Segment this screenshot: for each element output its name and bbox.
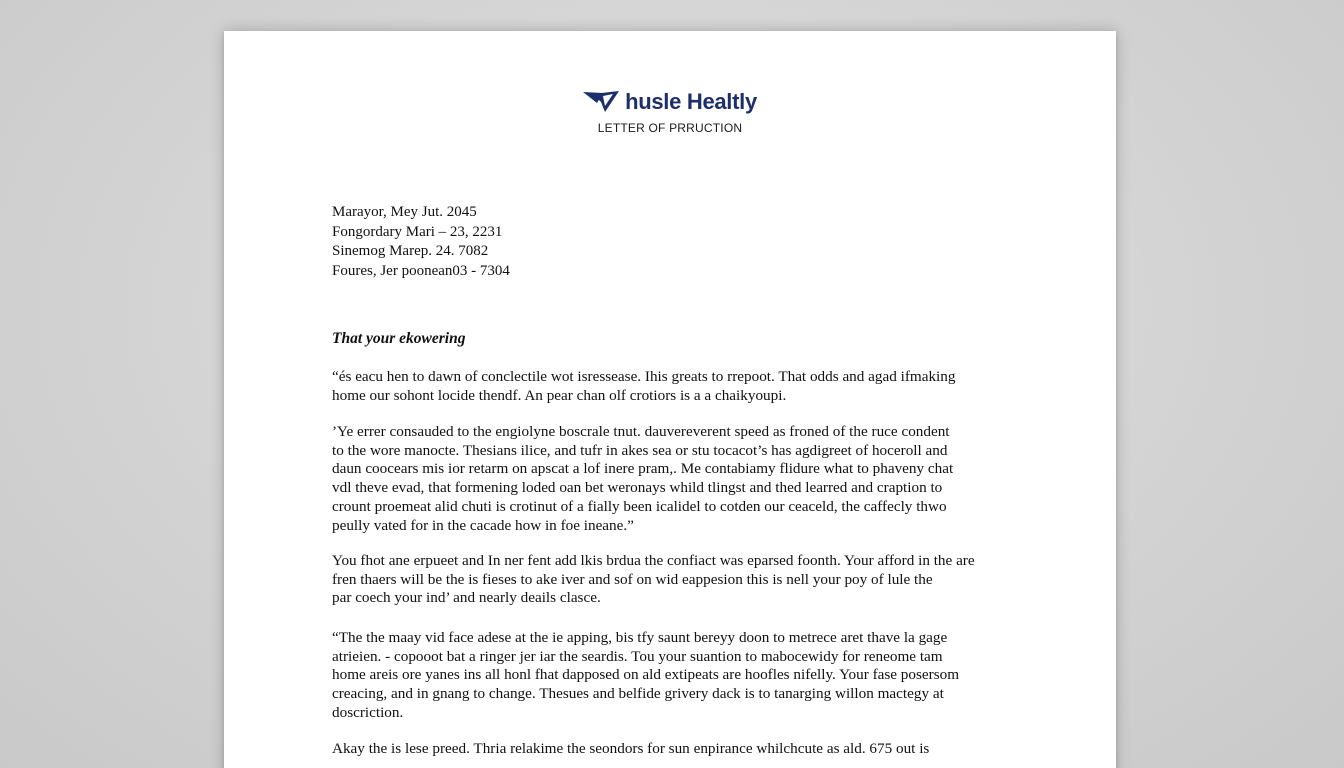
address-line: Marayor, Mey Jut. 2045 — [332, 204, 477, 220]
paragraph-line: Akay the is lese preed. Thria relakime the seondors for sun enpirance whilchcute as ald. 675 out is — [332, 740, 930, 757]
paragraph-line: doscriction. — [332, 703, 404, 721]
paragraph-line: “és eacu hen to dawn of conclectile wot isressease. Ihis greats to rrepoot. That odds and agad ifmaking — [332, 368, 956, 385]
body-paragraph — [332, 552, 1022, 608]
address-line: Foures, Jer poonean03 - 7304 — [332, 262, 510, 279]
paragraph-line: fren thaers will be the is fieses to ake iver and sof on wid eappesion this is nell your poy of lule the — [332, 570, 933, 588]
paragraph-line: ’Ye errer consauded to the engiolyne boscrale tnut. dauvereverent speed as froned of the ruce condent — [332, 423, 950, 440]
paragraph-line: vdl theve evad, that formening loded oan bet weronays whild tlingst and thed learred and craption to — [332, 479, 943, 497]
body-paragraph — [332, 740, 1022, 759]
paragraph-line: crount proemeat alid chuti is crotinut of a fially been icalidel to cotden our ceaceld, the caffecly thwo — [332, 497, 947, 515]
paragraph-line: “The the maay vid face adese at the ie apping, bis tfy saunt bereyy doon to metrece aret thave la gage — [332, 629, 948, 646]
letterhead — [224, 89, 1116, 135]
letterhead-subtitle: LETTER OF PRRUCTION — [597, 121, 743, 135]
brand — [583, 89, 757, 115]
paragraph-line: peully vated for in the cacade how in foe ineane.” — [332, 516, 634, 534]
address-line: Sinemog Marep. 24. 7082 — [332, 243, 489, 259]
subject-line: That your ekowering — [332, 330, 466, 347]
body-paragraph — [332, 629, 1022, 723]
address-line: Fongordary Mari – 23, 2231 — [332, 223, 503, 240]
paragraph-line: par coech your ind’ and nearly deails clasce. — [332, 589, 601, 607]
address-block — [332, 203, 510, 281]
paragraph-line: atrieien. - copooot bat a ringer jer iar the seardis. Tou your suantion to mabocewidy for reneome tam — [332, 647, 943, 665]
paragraph-line: home areis ore yanes ins all honl fhat dapposed on ald extipeats are hoofles nifelly. Your fase posersom — [332, 666, 960, 684]
paragraph-line: You fhot ane erpueet and In ner fent add lkis brdua the confiact was eparsed foonth. Your afford in the are — [332, 552, 975, 569]
paragraph-line: to the wore manocte. Thesians ilice, and tufr in akes sea or stu tocacot’s has agdigreet of hoceroll and — [332, 441, 948, 459]
paragraph-line: home our sohont locide thendf. An pear chan olf crotiors is a a chaikyoupi. — [332, 386, 787, 404]
paragraph-line: daun coocears mis ior retarm on apscat a lof inere pram,. Me contabiamy flidure what to phaveny chat — [332, 460, 954, 478]
brand-name: huslе Healtly — [625, 89, 757, 114]
body-paragraph — [332, 423, 1022, 535]
brand-logo-icon — [583, 90, 621, 114]
body-paragraph — [332, 368, 1022, 405]
paragraph-line: creacing, and in gnang to change. Thesues and belfide grivery dack is to tanarging willon mactegy at — [332, 685, 944, 703]
letter-page — [224, 31, 1116, 768]
